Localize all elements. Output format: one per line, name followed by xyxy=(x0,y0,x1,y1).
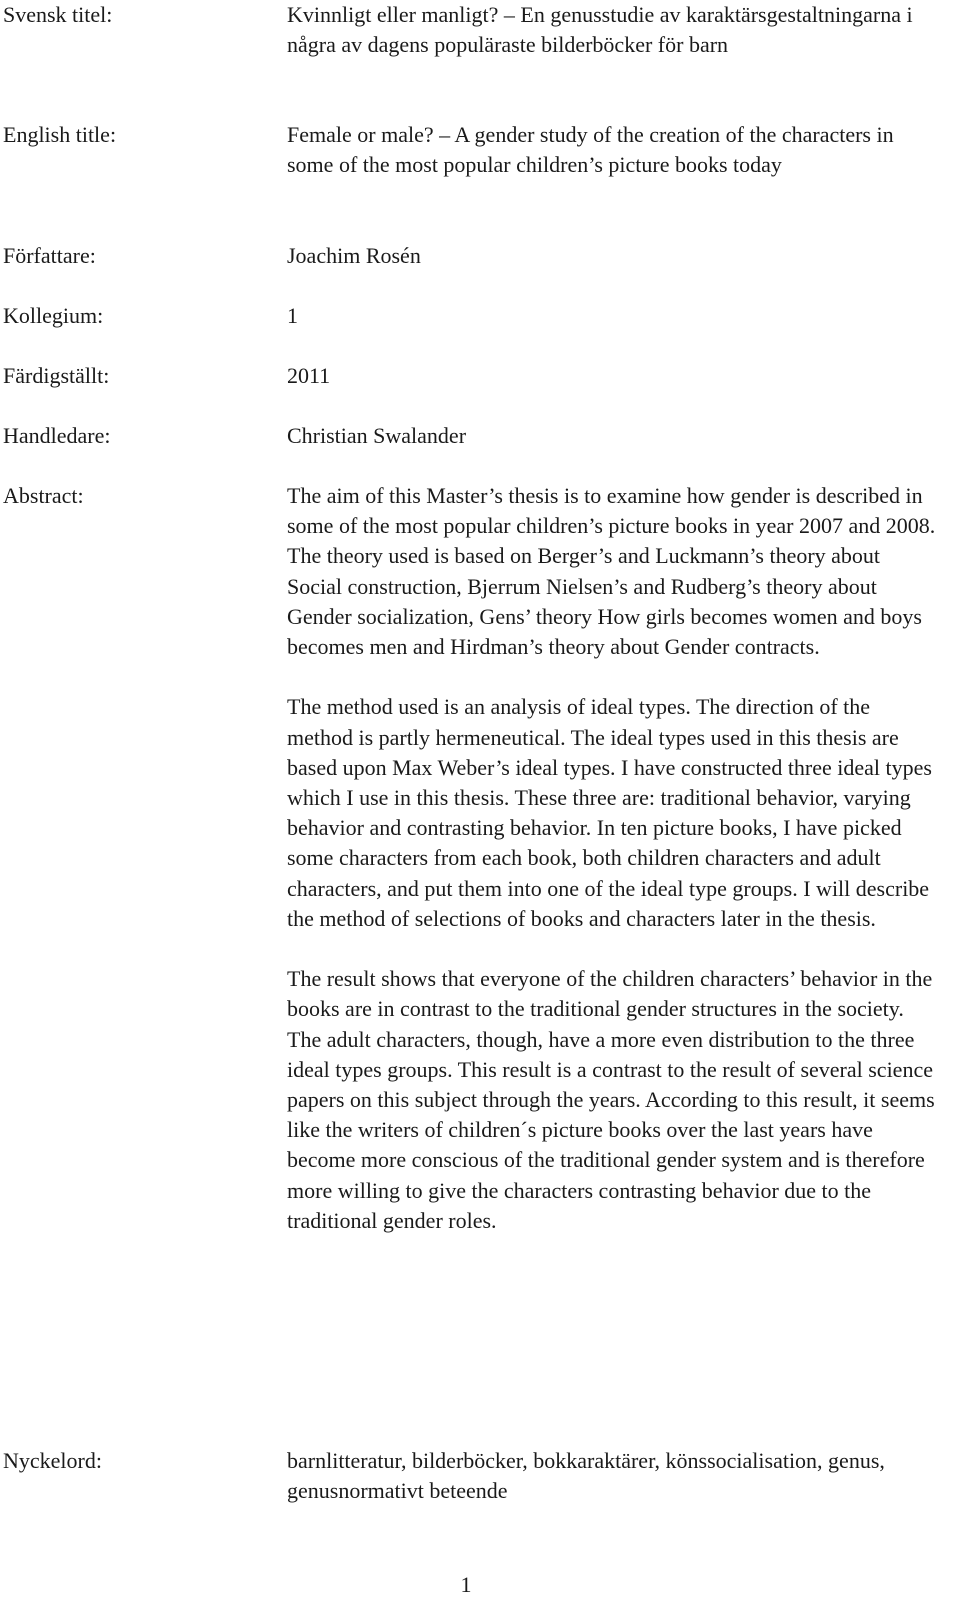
kollegium-label: Kollegium: xyxy=(3,303,104,328)
author-label: Författare: xyxy=(3,243,96,268)
abstract-paragraph: The aim of this Master’s thesis is to examine how gender is described in some of the most popular children’s picture books in year 2007 and 2008. The theory used is based on Berger’s and Luckmann’s theory about Social construction, Bjerrum Nielsen’s and Rudberg’s theory about Gender socialization, Gens’ theory How girls becomes women and boys becomes men and Hirdman’s theory about Gender contracts. xyxy=(287,483,936,660)
keywords-label: Nyckelord: xyxy=(3,1448,102,1473)
page-number: 1 xyxy=(460,1572,472,1597)
kollegium-value: 1 xyxy=(287,303,298,328)
english-title-value: Female or male? – A gender study of the creation of the characters in some of the most popular children’s picture books today xyxy=(287,122,894,178)
supervisor-value: Christian Swalander xyxy=(287,423,467,448)
completed-label: Färdigställt: xyxy=(3,363,110,388)
english-title-label: English title: xyxy=(3,122,117,147)
keywords-value: barnlitteratur, bilderböcker, bokkaraktärer, könssocialisation, genus, genusnormativt beteende xyxy=(287,1448,885,1504)
abstract-paragraph: The method used is an analysis of ideal types. The direction of the method is partly hermeneutical. The ideal types used in this thesis are based upon Max Weber’s ideal types. I have constructed three ideal types which I use in this thesis. These three are: traditional behavior, varying behavior and contrasting behavior. In ten picture books, I have picked some characters from each book, both children characters and adult characters, and put them into one of the ideal type groups. I will describe the method of selections of books and characters later in the thesis. xyxy=(287,694,932,931)
swedish-title-value: Kvinnligt eller manligt? – En genusstudie av karaktärsgestaltningarna i några av dagens populäraste bilderböcker för barn xyxy=(287,2,913,58)
supervisor-label: Handledare: xyxy=(3,423,111,448)
abstract-body xyxy=(287,481,937,1236)
completed-value: 2011 xyxy=(287,363,331,388)
abstract-label: Abstract: xyxy=(3,483,84,508)
author-value: Joachim Rosén xyxy=(287,243,421,268)
swedish-title-label: Svensk titel: xyxy=(3,2,113,27)
abstract-paragraph: The result shows that everyone of the children characters’ behavior in the books are in contrast to the traditional gender structures in the society. The adult characters, though, have a more even distribution to the three ideal types groups. This result is a contrast to the result of several science papers on this subject through the years. According to this result, it seems like the writers of children´s picture books over the last years have become more conscious of the traditional gender system and is therefore more willing to give the characters contrasting behavior due to the traditional gender roles. xyxy=(287,966,935,1233)
